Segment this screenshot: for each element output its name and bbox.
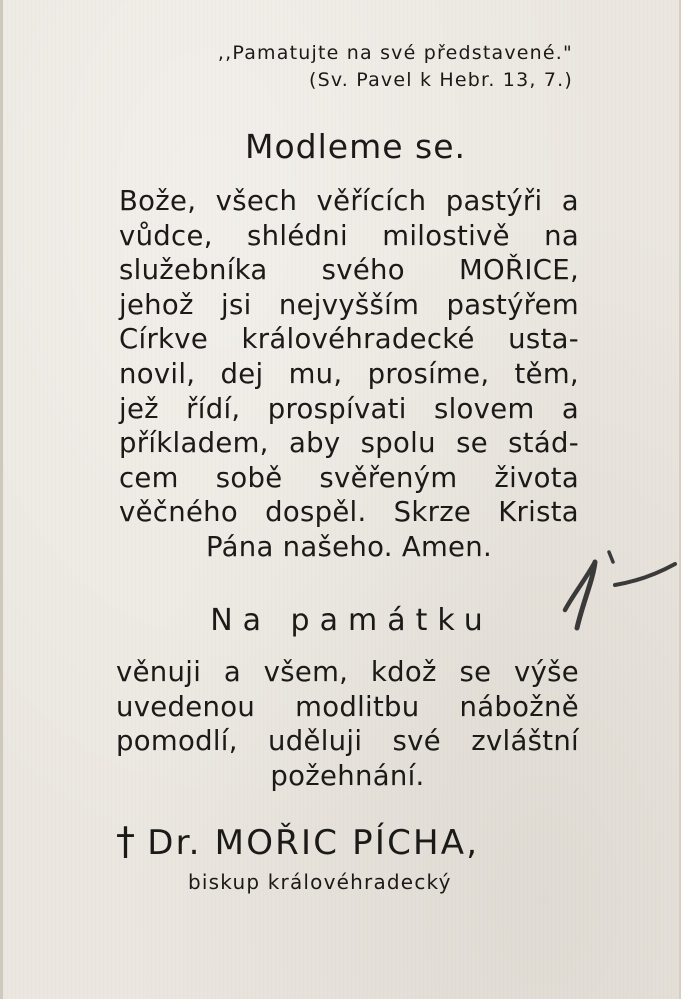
word: Krista xyxy=(498,496,579,529)
word: Skrze xyxy=(393,496,472,529)
word: života xyxy=(494,461,579,494)
memory-heading: Na památku xyxy=(210,603,493,638)
blessing-closing: požehnání. xyxy=(270,759,425,792)
word: cem xyxy=(119,461,179,494)
prayer-last-line xyxy=(119,530,579,565)
word: nejvyšším xyxy=(278,288,420,321)
prayer-text xyxy=(119,184,579,565)
blessing-last-line xyxy=(116,759,579,794)
word: všech xyxy=(215,185,298,217)
word: pastýři xyxy=(445,185,543,217)
word: MOŘICE, xyxy=(458,254,579,287)
word: Církve xyxy=(119,323,209,356)
word: shlédni xyxy=(247,219,348,252)
word: mu, xyxy=(288,357,343,390)
word: Bože, xyxy=(119,185,197,217)
word: usta- xyxy=(508,323,579,356)
word: uděluji xyxy=(268,725,363,757)
prayer-heading: Modleme se. xyxy=(244,127,466,166)
word: nábožně xyxy=(459,690,579,723)
prayer-line xyxy=(119,288,579,323)
word: a xyxy=(561,392,579,425)
word: aby xyxy=(288,427,341,460)
word: královéhradecké xyxy=(241,323,475,356)
prayer-line xyxy=(119,392,579,427)
signature xyxy=(116,818,479,866)
word: věnuji xyxy=(116,656,202,688)
prayer-closing: Pána našeho. Amen. xyxy=(205,530,493,563)
word: a xyxy=(223,656,241,688)
bishop-name: Dr. MOŘIC PÍCHA, xyxy=(147,823,480,863)
prayer-line xyxy=(119,461,579,496)
blessing-line xyxy=(116,724,579,759)
word: se xyxy=(459,656,492,688)
cross-icon: † xyxy=(116,819,138,863)
word: těm, xyxy=(514,357,579,390)
blessing-text xyxy=(116,655,579,793)
word: a xyxy=(561,185,579,217)
prayer-line xyxy=(119,495,579,530)
word: všem, xyxy=(263,656,349,688)
word: pomodlí, xyxy=(116,725,238,757)
word: spolu xyxy=(360,427,436,460)
prayer-line xyxy=(119,426,579,461)
word: uvedenou xyxy=(116,690,256,723)
word: prospívati xyxy=(267,392,407,425)
word: výše xyxy=(514,656,579,688)
prayer-line xyxy=(119,184,579,219)
prayer-line xyxy=(119,322,579,357)
word: kdož xyxy=(370,656,437,688)
word: jehož xyxy=(119,288,194,321)
scripture-quote xyxy=(218,40,573,94)
word: zvláštní xyxy=(471,725,579,757)
word: milostivě xyxy=(382,219,510,252)
blessing-line xyxy=(116,655,579,690)
word: jsi xyxy=(221,288,252,321)
bishop-title: biskup královéhradecký xyxy=(188,870,452,894)
word: věřících xyxy=(316,185,427,217)
word: prosíme, xyxy=(367,357,490,390)
word: příkladem, xyxy=(119,427,269,460)
word: věčného xyxy=(119,496,239,529)
word: novil, xyxy=(119,357,196,390)
word: jež xyxy=(119,392,159,425)
word: svěřeným xyxy=(319,461,458,494)
word: pastýřem xyxy=(446,288,579,321)
word: své xyxy=(392,725,441,757)
word: vůdce, xyxy=(119,219,213,252)
scripture-quote-text: ,,Pamatujte na své představené." xyxy=(217,42,573,64)
prayer-line xyxy=(119,219,579,254)
word: sobě xyxy=(215,461,283,494)
prayer-line xyxy=(119,357,579,392)
word: dospěl. xyxy=(265,496,367,529)
word: služebníka xyxy=(119,254,268,287)
prayer-line xyxy=(119,253,579,288)
word: se xyxy=(456,427,488,460)
handwritten-price-mark xyxy=(543,540,681,640)
word: řídí, xyxy=(186,392,241,425)
word: stád- xyxy=(508,427,579,460)
word: modlitbu xyxy=(295,690,420,723)
scripture-reference: (Sv. Pavel k Hebr. 13, 7.) xyxy=(308,69,573,91)
word: slovem xyxy=(433,392,535,425)
word: svého xyxy=(321,254,405,287)
word: na xyxy=(544,219,579,252)
word: dej xyxy=(220,357,264,390)
blessing-line xyxy=(116,690,579,725)
